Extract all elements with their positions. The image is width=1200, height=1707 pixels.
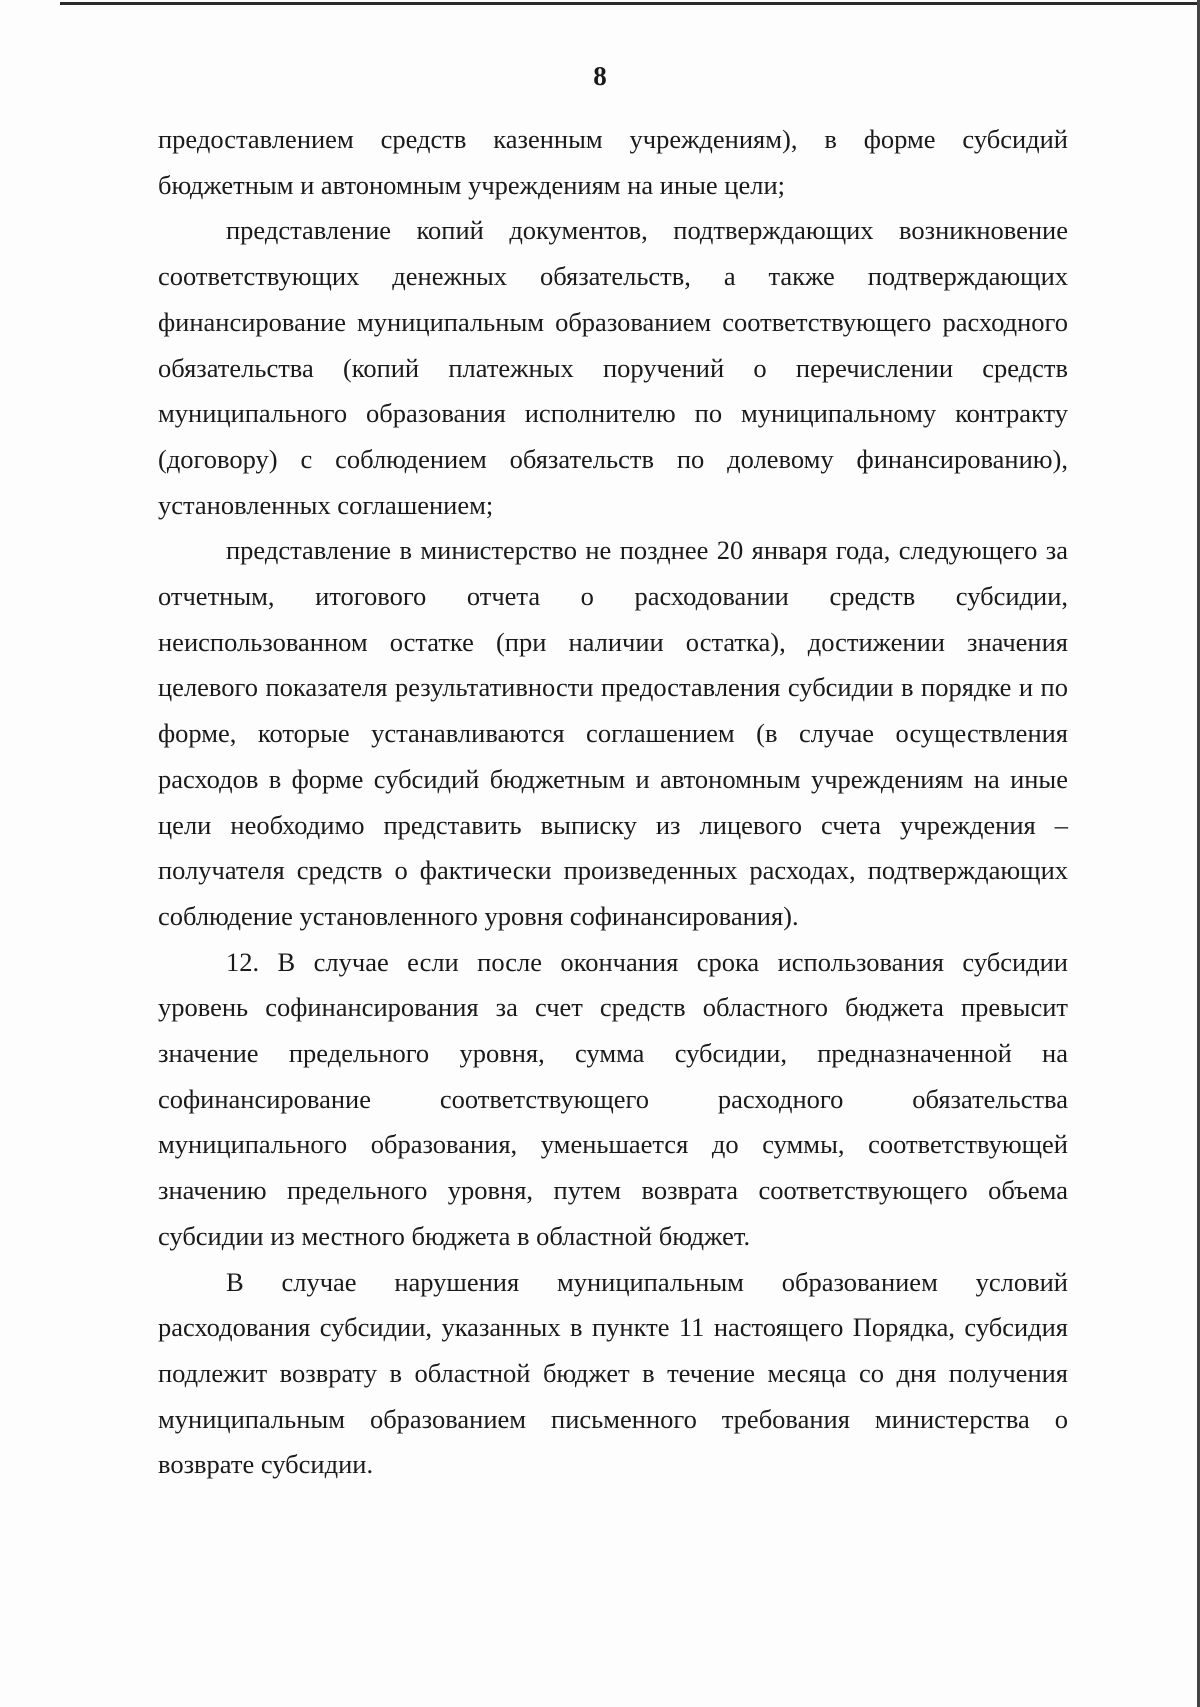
page-number: 8 (593, 61, 607, 91)
paragraph-continuation: предоставлением средств казенным учреждениям), в форме субсидий бюджетным и автономным учреждениям на иные цели; (158, 124, 1068, 200)
paragraph-final-report: представление в министерство не позднее 20 января года, следующего за отчетным, итогового отчета о расходовании средств субсидии, неиспользованном остатке (при наличии остатка), достижении значения целевого показателя результативности предоставления субсидии в порядке и по форме, которые устанавливаются соглашением (в случае осуществления расходов в форме субсидий бюджетным и автономным учреждениям на иные цели необходимо представить выписку из лицевого счета учреждения – получателя средств о фактически произведенных расходах, подтверждающих соблюдение установленного уровня софинансирования). (158, 535, 1068, 931)
scan-top-border (60, 2, 1200, 5)
paragraph-item-12: 12. В случае если после окончания срока использования субсидии уровень софинансирования за счет средств областного бюджета превысит значение предельного уровня, сумма субсидии, предназначенной на софинансирование соответствующего расходного обязательства муниципального образования, уменьшается до суммы, соответствующей значению предельного уровня, путем возврата соответствующего объема субсидии из местного бюджета в областной бюджет. (158, 946, 1068, 1251)
paragraph-documents-copies: представление копий документов, подтверждающих возникновение соответствующих денежных обязательств, а также подтверждающих финансирование муниципальным образованием соответствующего расходного обязательства (копий платежных поручений о перечислении средств муниципального образования исполнителю по муниципальному контракту (договору) с соблюдением обязательств по долевому финансированию), установленных соглашением; (158, 215, 1068, 520)
paragraph-subsidy-return: В случае нарушения муниципальным образованием условий расходования субсидии, указанных в пункте 11 настоящего Порядка, субсидия подлежит возврату в областной бюджет в течение месяца со дня получения муниципальным образованием письменного требования министерства о возврате субсидии. (158, 1266, 1068, 1480)
document-body (158, 117, 1068, 1488)
